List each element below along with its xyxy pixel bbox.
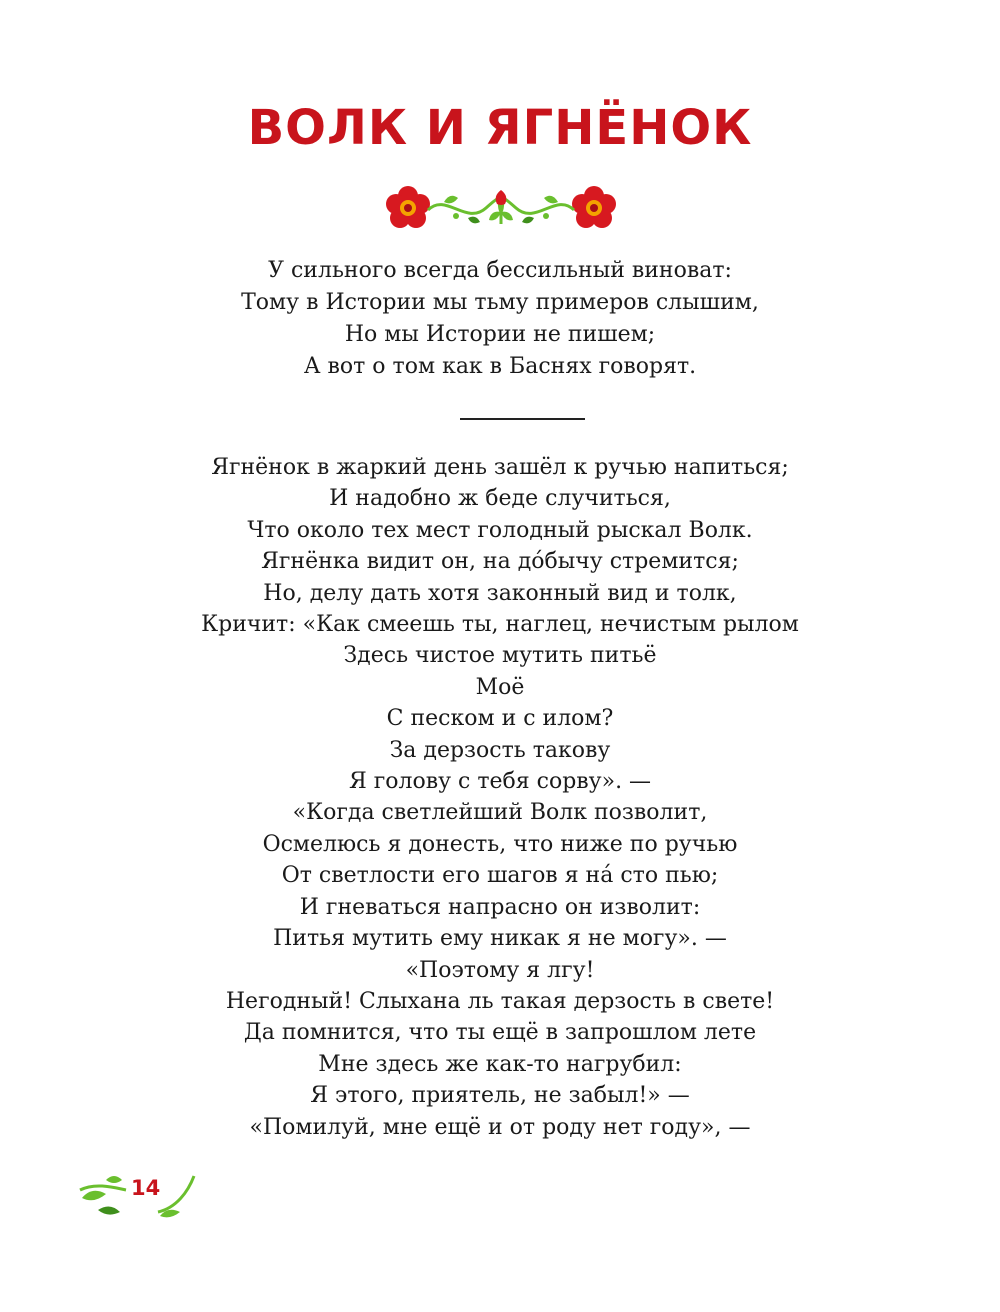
poem-line: Что около тех мест голодный рыскал Волк. [247, 517, 753, 543]
section-divider [460, 418, 585, 420]
page-title: ВОЛК И ЯГНЁНОК [247, 100, 753, 156]
poem-line: С песком и с илом? [386, 706, 614, 732]
epigraph-line: У сильного всегда бессильный виноват: [268, 258, 732, 283]
poem-line: «Поэтому я лгу! [405, 957, 595, 983]
poem-line: За дерзость такову [389, 737, 611, 763]
poem-line: Питья мутить ему никак я не могу». — [273, 926, 727, 952]
poem-line: Но, делу дать хотя законный вид и толк, [263, 580, 737, 606]
epigraph-line: Но мы Истории не пишем; [344, 322, 656, 347]
poem-line: Я этого, приятель, не забыл!» — [310, 1083, 690, 1109]
left-flower-icon [386, 186, 430, 228]
epigraph-line: А вот о том как в Баснях говорят. [303, 354, 697, 379]
epigraph [0, 255, 1000, 383]
page-number: 14 [131, 1176, 161, 1200]
poem-line: Кричит: «Как смеешь ты, наглец, нечистым рылом [201, 612, 799, 638]
poem-line: И надобно ж беде случиться, [329, 486, 671, 512]
poem-line: Мне здесь же как-то нагрубил: [318, 1051, 682, 1077]
poem-line: Ягнёнок в жаркий день зашёл к ручью напиться; [211, 455, 789, 480]
poem-line: Моё [475, 674, 525, 700]
epigraph-line: Тому в Истории мы тьму примеров слышим, [241, 290, 759, 315]
poem-line: «Когда светлейший Волк позволит, [292, 800, 708, 826]
poem-line: Негодный! Слыхана ль такая дерзость в свете! [225, 988, 775, 1014]
poem-line: «Помилуй, мне ещё и от роду нет году», — [249, 1114, 751, 1140]
floral-ornament-icon [376, 182, 626, 234]
poem-line: Я голову с тебя сорву». — [348, 769, 652, 795]
poem-body [0, 452, 1000, 1143]
right-flower-icon [572, 186, 616, 228]
poem-line: И гневаться напрасно он изволит: [299, 894, 701, 920]
poem-line: От светлости его шагов я на́ сто пью; [281, 863, 719, 889]
poem-line: Осмелюсь я донесть, что ниже по ручью [262, 831, 738, 857]
poem-line: Ягнёнка видит он, на до́бычу стремится; [261, 549, 739, 575]
poem-line: Здесь чистое мутить питьё [343, 643, 657, 669]
poem-line: Да помнится, что ты ещё в запрошлом лете [243, 1020, 757, 1046]
